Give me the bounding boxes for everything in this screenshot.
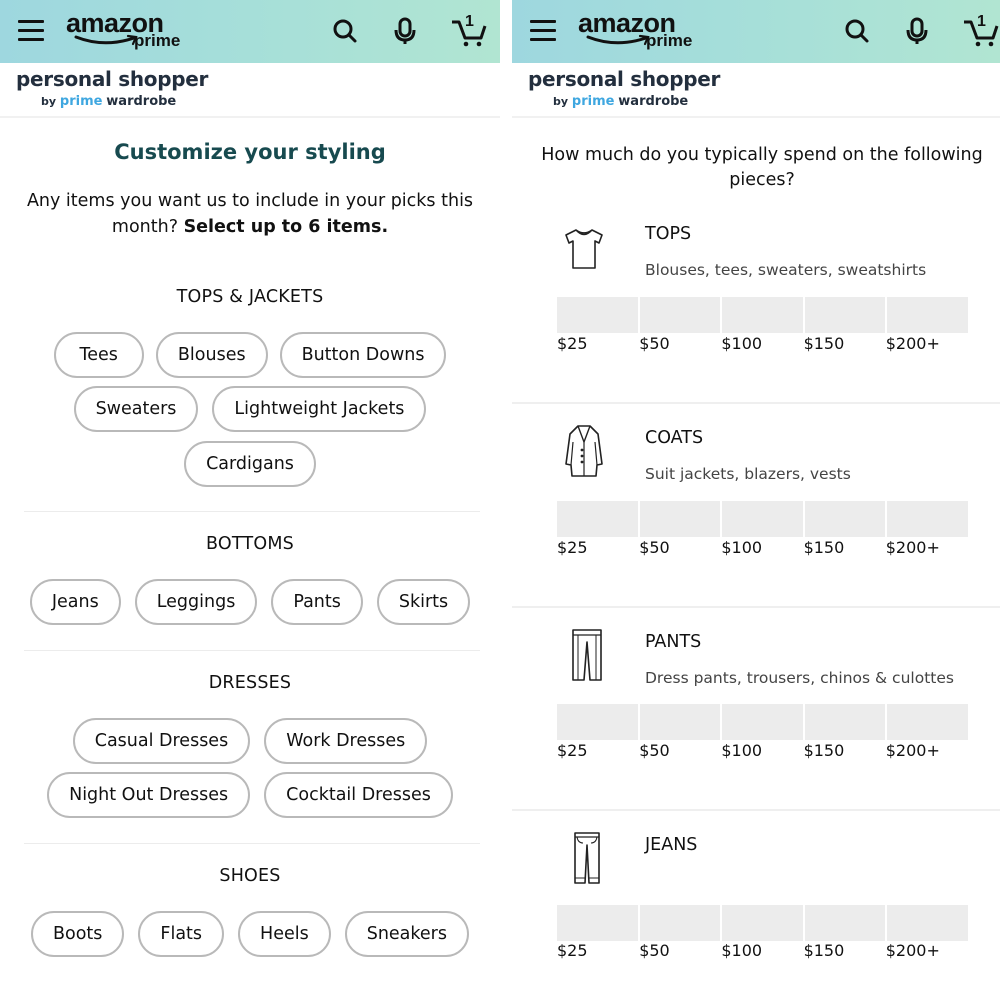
chip-boots[interactable]: Boots xyxy=(31,911,124,957)
byline-wardrobe: wardrobe xyxy=(618,94,689,109)
garment-name: PANTS xyxy=(645,632,702,652)
chip-row xyxy=(0,718,500,764)
cart-icon[interactable] xyxy=(962,13,1000,46)
chip-tees[interactable]: Tees xyxy=(54,332,144,378)
chip-row xyxy=(0,579,500,625)
price-label: $25 xyxy=(557,538,588,557)
price-label: $100 xyxy=(721,741,763,760)
section-heading-tops-jackets: TOPS & JACKETS xyxy=(176,287,324,307)
section-divider xyxy=(24,843,480,844)
price-selector-coats xyxy=(557,501,968,537)
microphone-icon[interactable] xyxy=(902,16,932,46)
microphone-icon[interactable] xyxy=(390,16,420,46)
price-option-200-plus[interactable] xyxy=(887,501,968,537)
section-divider xyxy=(512,809,1000,811)
cart-icon[interactable] xyxy=(450,13,490,46)
price-option-50[interactable] xyxy=(640,297,721,333)
garment-description: Dress pants, trousers, chinos & culottes xyxy=(645,669,954,687)
chip-button-downs[interactable]: Button Downs xyxy=(280,332,447,378)
price-selector-tops xyxy=(557,297,968,333)
price-option-100[interactable] xyxy=(722,297,803,333)
chip-row xyxy=(0,441,500,487)
byline-prime: prime xyxy=(571,94,615,109)
personal-shopper-brand xyxy=(512,63,1000,118)
price-label: $25 xyxy=(557,941,588,960)
chip-jeans[interactable]: Jeans xyxy=(30,579,121,625)
price-option-150[interactable] xyxy=(805,501,886,537)
price-option-200-plus[interactable] xyxy=(887,905,968,941)
section-divider xyxy=(24,650,480,651)
brand-byline xyxy=(41,94,176,109)
price-label: $200+ xyxy=(885,538,940,557)
price-option-200-plus[interactable] xyxy=(887,297,968,333)
price-option-25[interactable] xyxy=(557,297,638,333)
price-labels xyxy=(557,334,968,353)
logo-prime: prime xyxy=(646,31,693,50)
price-label: $200+ xyxy=(885,941,940,960)
price-option-200-plus[interactable] xyxy=(887,704,968,740)
price-label: $100 xyxy=(721,941,763,960)
byline-by: by xyxy=(553,95,569,108)
logo-prime: prime xyxy=(134,31,181,50)
price-selector-pants xyxy=(557,704,968,740)
chip-flats[interactable]: Flats xyxy=(138,911,224,957)
garment-name: JEANS xyxy=(645,835,698,855)
pants-icon xyxy=(570,628,604,688)
logo-word: amazon xyxy=(66,8,164,38)
brand-byline xyxy=(553,94,688,109)
spend-question: How much do you typically spend on the following pieces? xyxy=(541,145,983,190)
chip-sneakers[interactable]: Sneakers xyxy=(345,911,469,957)
chip-work-dresses[interactable]: Work Dresses xyxy=(264,718,427,764)
chip-row xyxy=(0,332,500,378)
price-label: $150 xyxy=(803,741,845,760)
section-divider xyxy=(512,402,1000,404)
price-option-50[interactable] xyxy=(640,501,721,537)
chip-lightweight-jackets[interactable]: Lightweight Jackets xyxy=(212,386,426,432)
page-title: Customize your styling xyxy=(114,140,386,164)
hamburger-menu-icon[interactable] xyxy=(18,20,44,42)
byline-by: by xyxy=(41,95,57,108)
price-option-150[interactable] xyxy=(805,297,886,333)
price-labels xyxy=(557,941,968,960)
price-label: $50 xyxy=(639,334,670,353)
cart-count-badge: 1 xyxy=(465,13,474,30)
chip-row xyxy=(0,911,500,957)
price-label: $150 xyxy=(803,941,845,960)
price-labels xyxy=(557,741,968,760)
chip-night-out-dresses[interactable]: Night Out Dresses xyxy=(47,772,250,818)
price-label: $50 xyxy=(639,741,670,760)
chip-row xyxy=(0,772,500,818)
brand-title: personal shopper xyxy=(528,67,721,91)
brand-title: personal shopper xyxy=(16,67,209,91)
personal-shopper-brand xyxy=(0,63,500,118)
amazon-prime-logo[interactable] xyxy=(66,8,196,56)
price-option-25[interactable] xyxy=(557,501,638,537)
chip-leggings[interactable]: Leggings xyxy=(135,579,258,625)
price-option-25[interactable] xyxy=(557,905,638,941)
price-labels xyxy=(557,538,968,557)
section-heading-shoes: SHOES xyxy=(219,866,281,886)
search-icon[interactable] xyxy=(842,16,872,46)
price-option-100[interactable] xyxy=(722,905,803,941)
price-label: $50 xyxy=(639,941,670,960)
garment-name: COATS xyxy=(645,428,704,448)
garment-description: Suit jackets, blazers, vests xyxy=(645,465,851,483)
byline-prime: prime xyxy=(59,94,103,109)
section-heading-dresses: DRESSES xyxy=(208,673,292,693)
chip-row xyxy=(0,386,500,432)
price-label: $100 xyxy=(721,538,763,557)
price-option-50[interactable] xyxy=(640,704,721,740)
price-option-100[interactable] xyxy=(722,704,803,740)
section-divider xyxy=(512,606,1000,608)
cart-count-badge: 1 xyxy=(977,13,986,30)
t-shirt-icon xyxy=(562,226,606,274)
price-label: $25 xyxy=(557,741,588,760)
price-label: $200+ xyxy=(885,741,940,760)
chip-sweaters[interactable]: Sweaters xyxy=(74,386,199,432)
logo-word: amazon xyxy=(578,8,676,38)
intro-text xyxy=(25,188,475,240)
search-icon[interactable] xyxy=(330,16,360,46)
price-option-50[interactable] xyxy=(640,905,721,941)
garment-description: Blouses, tees, sweaters, sweatshirts xyxy=(645,261,927,279)
intro-limit: Select up to 6 items. xyxy=(183,217,389,237)
intro-question: Any items you want us to include in your picks this month? xyxy=(26,191,474,237)
price-label: $100 xyxy=(721,334,763,353)
price-option-150[interactable] xyxy=(805,704,886,740)
section-divider xyxy=(24,511,480,512)
chip-pants[interactable]: Pants xyxy=(271,579,363,625)
chip-cardigans[interactable]: Cardigans xyxy=(184,441,316,487)
chip-cocktail-dresses[interactable]: Cocktail Dresses xyxy=(264,772,453,818)
price-selector-jeans xyxy=(557,905,968,941)
coat-icon xyxy=(562,424,606,484)
price-label: $200+ xyxy=(885,334,940,353)
price-option-25[interactable] xyxy=(557,704,638,740)
byline-wardrobe: wardrobe xyxy=(106,94,177,109)
price-option-150[interactable] xyxy=(805,905,886,941)
chip-heels[interactable]: Heels xyxy=(238,911,331,957)
hamburger-menu-icon[interactable] xyxy=(530,20,556,42)
price-label: $25 xyxy=(557,334,588,353)
chip-casual-dresses[interactable]: Casual Dresses xyxy=(73,718,250,764)
price-option-100[interactable] xyxy=(722,501,803,537)
jeans-icon xyxy=(572,831,602,891)
price-label: $50 xyxy=(639,538,670,557)
top-navigation-bar xyxy=(512,0,1000,63)
garment-name: TOPS xyxy=(645,224,692,244)
chip-blouses[interactable]: Blouses xyxy=(156,332,268,378)
top-navigation-bar xyxy=(0,0,500,63)
amazon-prime-logo[interactable] xyxy=(578,8,708,56)
chip-skirts[interactable]: Skirts xyxy=(377,579,470,625)
section-heading-bottoms: BOTTOMS xyxy=(206,534,294,554)
price-label: $150 xyxy=(803,538,845,557)
price-label: $150 xyxy=(803,334,845,353)
spend-preferences-screen xyxy=(512,0,1000,982)
